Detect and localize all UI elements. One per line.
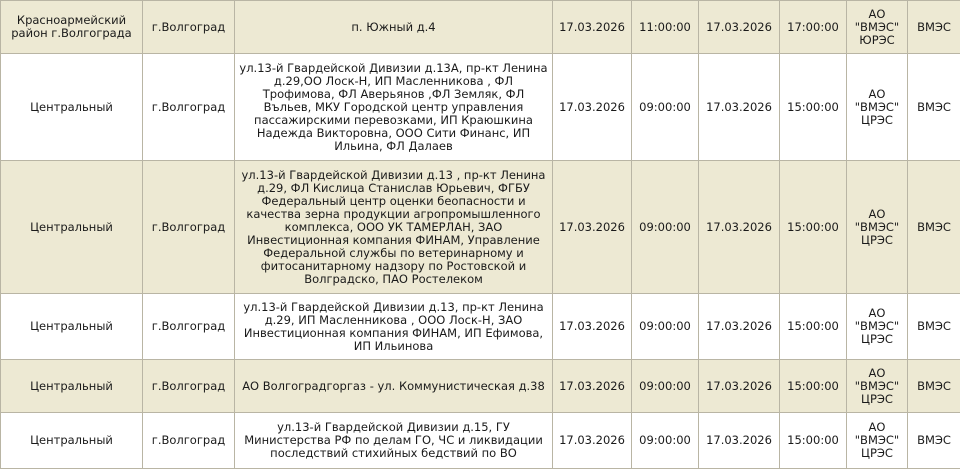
org-cell: ВМЭС bbox=[908, 413, 960, 469]
end-time-cell: 15:00:00 bbox=[780, 294, 847, 360]
branch-cell: АО "ВМЭС" ЦРЭС bbox=[847, 294, 908, 360]
address-cell: ул.13-й Гвардейской Дивизии д.13 , пр-кт Ленина д.29, ФЛ Кислица Станислав Юрьевич, ФГБУ Федеральный центр оценки беопасности и качества зерна продукции агропромышленного комплекса, ООО УК ТАМЕРЛАН, ЗАО Инвестиционная компания ФИНАМ, Управление Федеральной службы по ветеринарному и фитосанитарному надзору по Ростовской и Волградско, ПАО Ростелеком bbox=[235, 161, 553, 294]
org-cell: ВМЭС bbox=[908, 54, 960, 161]
end-time-cell: 17:00:00 bbox=[780, 1, 847, 54]
table-row bbox=[1, 294, 960, 360]
address-cell: АО Волгоградгоргаз - ул. Коммунистическая д.38 bbox=[235, 360, 553, 413]
branch-cell: АО "ВМЭС" ЮРЭС bbox=[847, 1, 908, 54]
end-time-cell: 15:00:00 bbox=[780, 161, 847, 294]
branch-cell: АО "ВМЭС" ЦРЭС bbox=[847, 161, 908, 294]
start-time-cell: 09:00:00 bbox=[632, 413, 699, 469]
end-date-cell: 17.03.2026 bbox=[699, 161, 780, 294]
org-cell: ВМЭС bbox=[908, 294, 960, 360]
end-time-cell: 15:00:00 bbox=[780, 413, 847, 469]
table-row bbox=[1, 1, 960, 54]
end-time-cell: 15:00:00 bbox=[780, 54, 847, 161]
start-time-cell: 09:00:00 bbox=[632, 54, 699, 161]
district-cell: Центральный bbox=[1, 54, 143, 161]
district-cell: Центральный bbox=[1, 161, 143, 294]
start-time-cell: 09:00:00 bbox=[632, 161, 699, 294]
address-cell: ул.13-й Гвардейской Дивизии д.13, пр-кт Ленина д.29, ИП Масленникова , ООО Лоск-Н, ЗАО Инвестиционная компания ФИНАМ, ИП Ефимова, ИП Ильинова bbox=[235, 294, 553, 360]
table-row bbox=[1, 360, 960, 413]
city-cell: г.Волгоград bbox=[143, 413, 235, 469]
org-cell: ВМЭС bbox=[908, 161, 960, 294]
table-row bbox=[1, 161, 960, 294]
branch-cell: АО "ВМЭС" ЦРЭС bbox=[847, 54, 908, 161]
org-cell: ВМЭС bbox=[908, 1, 960, 54]
start-date-cell: 17.03.2026 bbox=[553, 413, 632, 469]
start-date-cell: 17.03.2026 bbox=[553, 54, 632, 161]
end-date-cell: 17.03.2026 bbox=[699, 294, 780, 360]
start-date-cell: 17.03.2026 bbox=[553, 294, 632, 360]
city-cell: г.Волгоград bbox=[143, 294, 235, 360]
branch-cell: АО "ВМЭС" ЦРЭС bbox=[847, 413, 908, 469]
address-cell: п. Южный д.4 bbox=[235, 1, 553, 54]
start-date-cell: 17.03.2026 bbox=[553, 1, 632, 54]
start-date-cell: 17.03.2026 bbox=[553, 360, 632, 413]
end-time-cell: 15:00:00 bbox=[780, 360, 847, 413]
city-cell: г.Волгоград bbox=[143, 360, 235, 413]
address-cell: ул.13-й Гвардейской Дивизии д.13А, пр-кт Ленина д.29,ОО Лоск-Н, ИП Масленникова , ФЛ Трофимова, ФЛ Аверьянов ,ФЛ Земляк, ФЛ Въльев, МКУ Городской центр управления пассажирскими перевозками, ИП Краюшкина Надежда Викторовна, ООО Сити Финанс, ИП Ильина, ФЛ Далаев bbox=[235, 54, 553, 161]
end-date-cell: 17.03.2026 bbox=[699, 1, 780, 54]
end-date-cell: 17.03.2026 bbox=[699, 413, 780, 469]
end-date-cell: 17.03.2026 bbox=[699, 360, 780, 413]
table-row bbox=[1, 413, 960, 469]
city-cell: г.Волгоград bbox=[143, 54, 235, 161]
city-cell: г.Волгоград bbox=[143, 1, 235, 54]
city-cell: г.Волгоград bbox=[143, 161, 235, 294]
district-cell: Красноармейский район г.Волгограда bbox=[1, 1, 143, 54]
district-cell: Центральный bbox=[1, 360, 143, 413]
start-time-cell: 09:00:00 bbox=[632, 294, 699, 360]
start-time-cell: 09:00:00 bbox=[632, 360, 699, 413]
start-time-cell: 11:00:00 bbox=[632, 1, 699, 54]
org-cell: ВМЭС bbox=[908, 360, 960, 413]
end-date-cell: 17.03.2026 bbox=[699, 54, 780, 161]
district-cell: Центральный bbox=[1, 413, 143, 469]
table-row bbox=[1, 54, 960, 161]
address-cell: ул.13-й Гвардейской Дивизии д.15, ГУ Министерства РФ по делам ГО, ЧС и ликвидации последствий стихийных бедствий по ВО bbox=[235, 413, 553, 469]
start-date-cell: 17.03.2026 bbox=[553, 161, 632, 294]
district-cell: Центральный bbox=[1, 294, 143, 360]
branch-cell: АО "ВМЭС" ЦРЭС bbox=[847, 360, 908, 413]
